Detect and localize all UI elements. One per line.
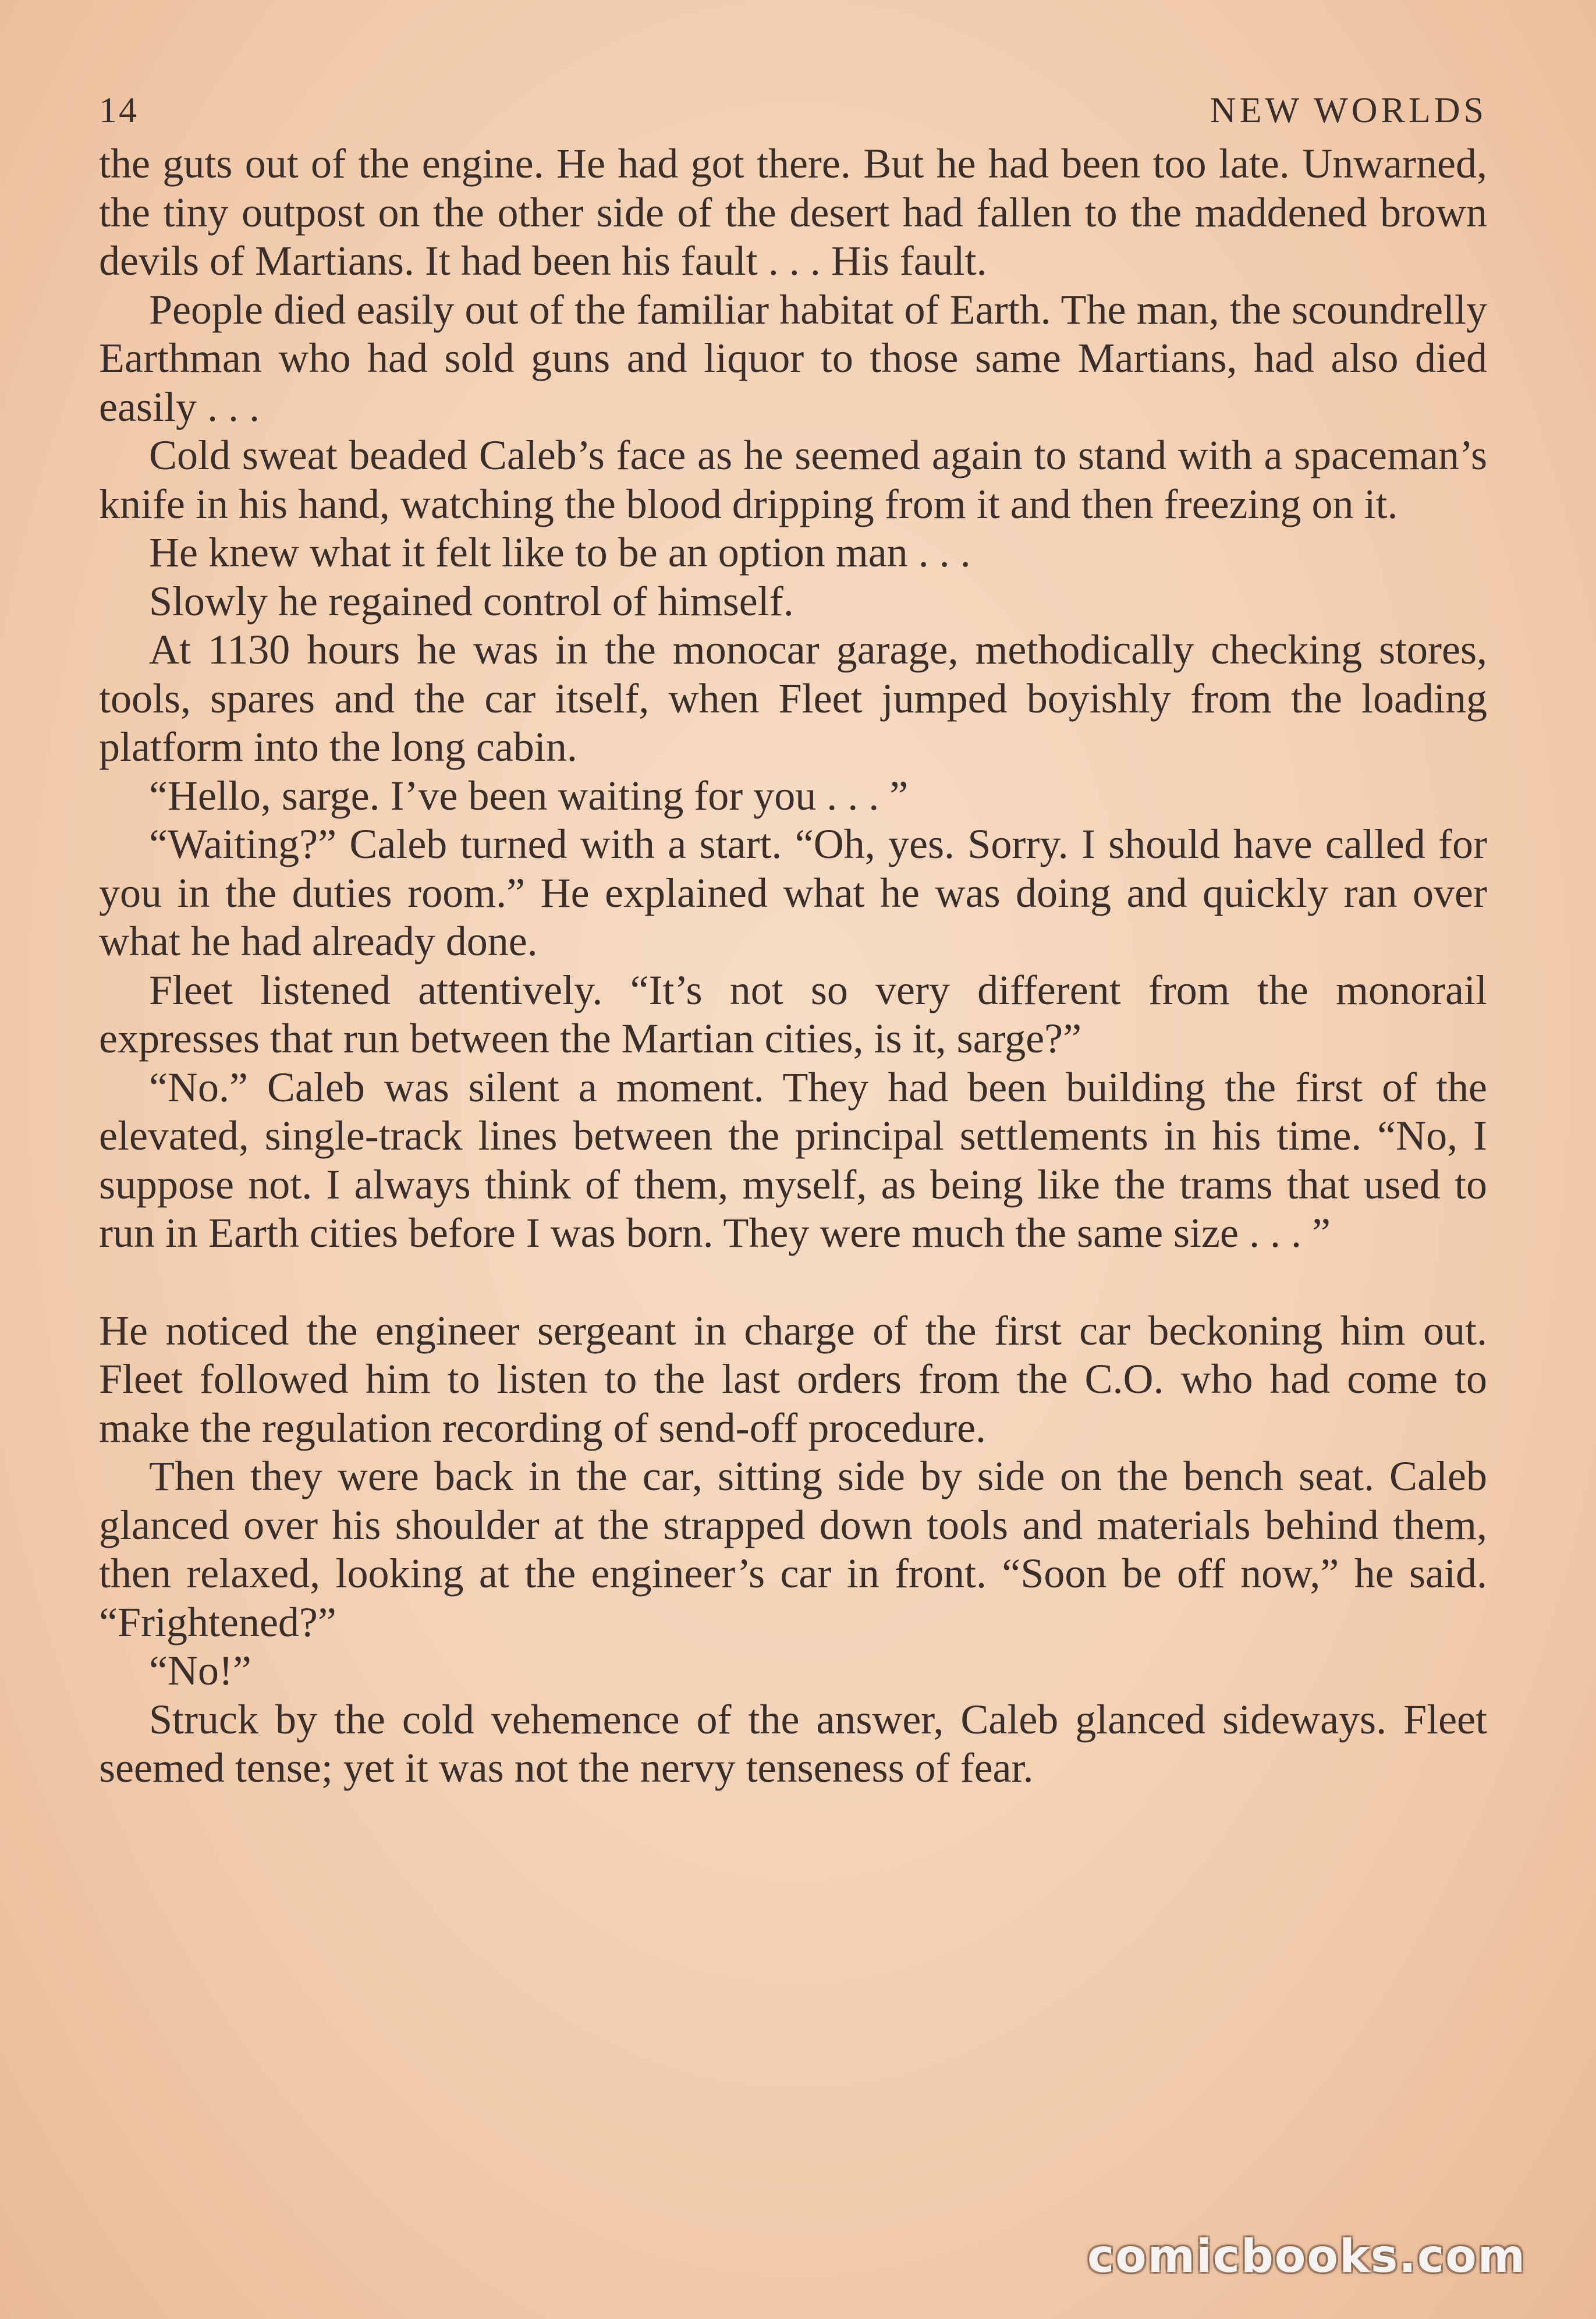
paragraph: Fleet listened attentively. “It’s not so very different from the monorail expresses that run between the Martian cities, is it, sarge?” bbox=[99, 966, 1487, 1062]
paragraph: “Waiting?” Caleb turned with a start. “Oh, yes. Sorry. I should have called for you in the duties room.” He explained what he was doing and quickly ran over what he had already done. bbox=[99, 821, 1487, 965]
paragraph: Cold sweat beaded Caleb’s face as he seemed again to stand with a spaceman’s knife in his hand, watching the blood dripping from it and then freezing on it. bbox=[99, 432, 1487, 527]
paragraph-continued: the guts out of the engine. He had got there. But he had been too late. Unwarned, the tiny outpost on the other side of the desert had fallen to the maddened brown devils of Martians. It had been his fault . . . His fault. bbox=[99, 140, 1487, 284]
page-content bbox=[99, 81, 1487, 1793]
paragraph: Struck by the cold vehemence of the answer, Caleb glanced sideways. Fleet seemed tense; yet it was not the nervy tenseness of fear. bbox=[99, 1696, 1487, 1791]
paragraph: “No.” Caleb was silent a moment. They had been building the first of the elevated, single-track lines between the principal settlements in his time. “No, I suppose not. I always think of them, myself, as being like the trams that used to run in Earth cities before I was born. They were much the same size . . . ” bbox=[99, 1063, 1487, 1256]
paragraph: He knew what it felt like to be an option man . . . bbox=[149, 529, 971, 576]
paragraph: He noticed the engineer sergeant in charge of the first car beckoning him out. Fleet followed him to listen to the last orders from the C.O. who had come to make the regulation recording of send-off procedure. bbox=[99, 1307, 1487, 1451]
paragraph: “No!” bbox=[149, 1647, 251, 1694]
paragraph: Then they were back in the car, sitting side by side on the bench seat. Caleb glanced over his shoulder at the strapped down tools and materials behind them, then relaxed, looking at the engineer’s car in front. “Soon be off now,” he said. “Frightened?” bbox=[99, 1453, 1487, 1646]
paragraph: People died easily out of the familiar habitat of Earth. The man, the scoundrelly Earthman who had sold guns and liquor to those same Martians, had also died easily . . . bbox=[99, 286, 1487, 430]
page-header bbox=[99, 81, 1487, 140]
paragraph: “Hello, sarge. I’ve been waiting for you . . . ” bbox=[149, 772, 909, 819]
paragraph: Slowly he regained control of himself. bbox=[149, 577, 794, 625]
section-break bbox=[99, 1258, 1487, 1307]
watermark-logo: comicbooks.com bbox=[1087, 2231, 1526, 2283]
paragraph: At 1130 hours he was in the monocar garage, methodically checking stores, tools, spares and the car itself, when Fleet jumped boyishly from the loading platform into the long cabin. bbox=[99, 626, 1487, 770]
running-title: NEW WORLDS bbox=[1210, 91, 1487, 130]
page-number: 14 bbox=[99, 91, 139, 130]
